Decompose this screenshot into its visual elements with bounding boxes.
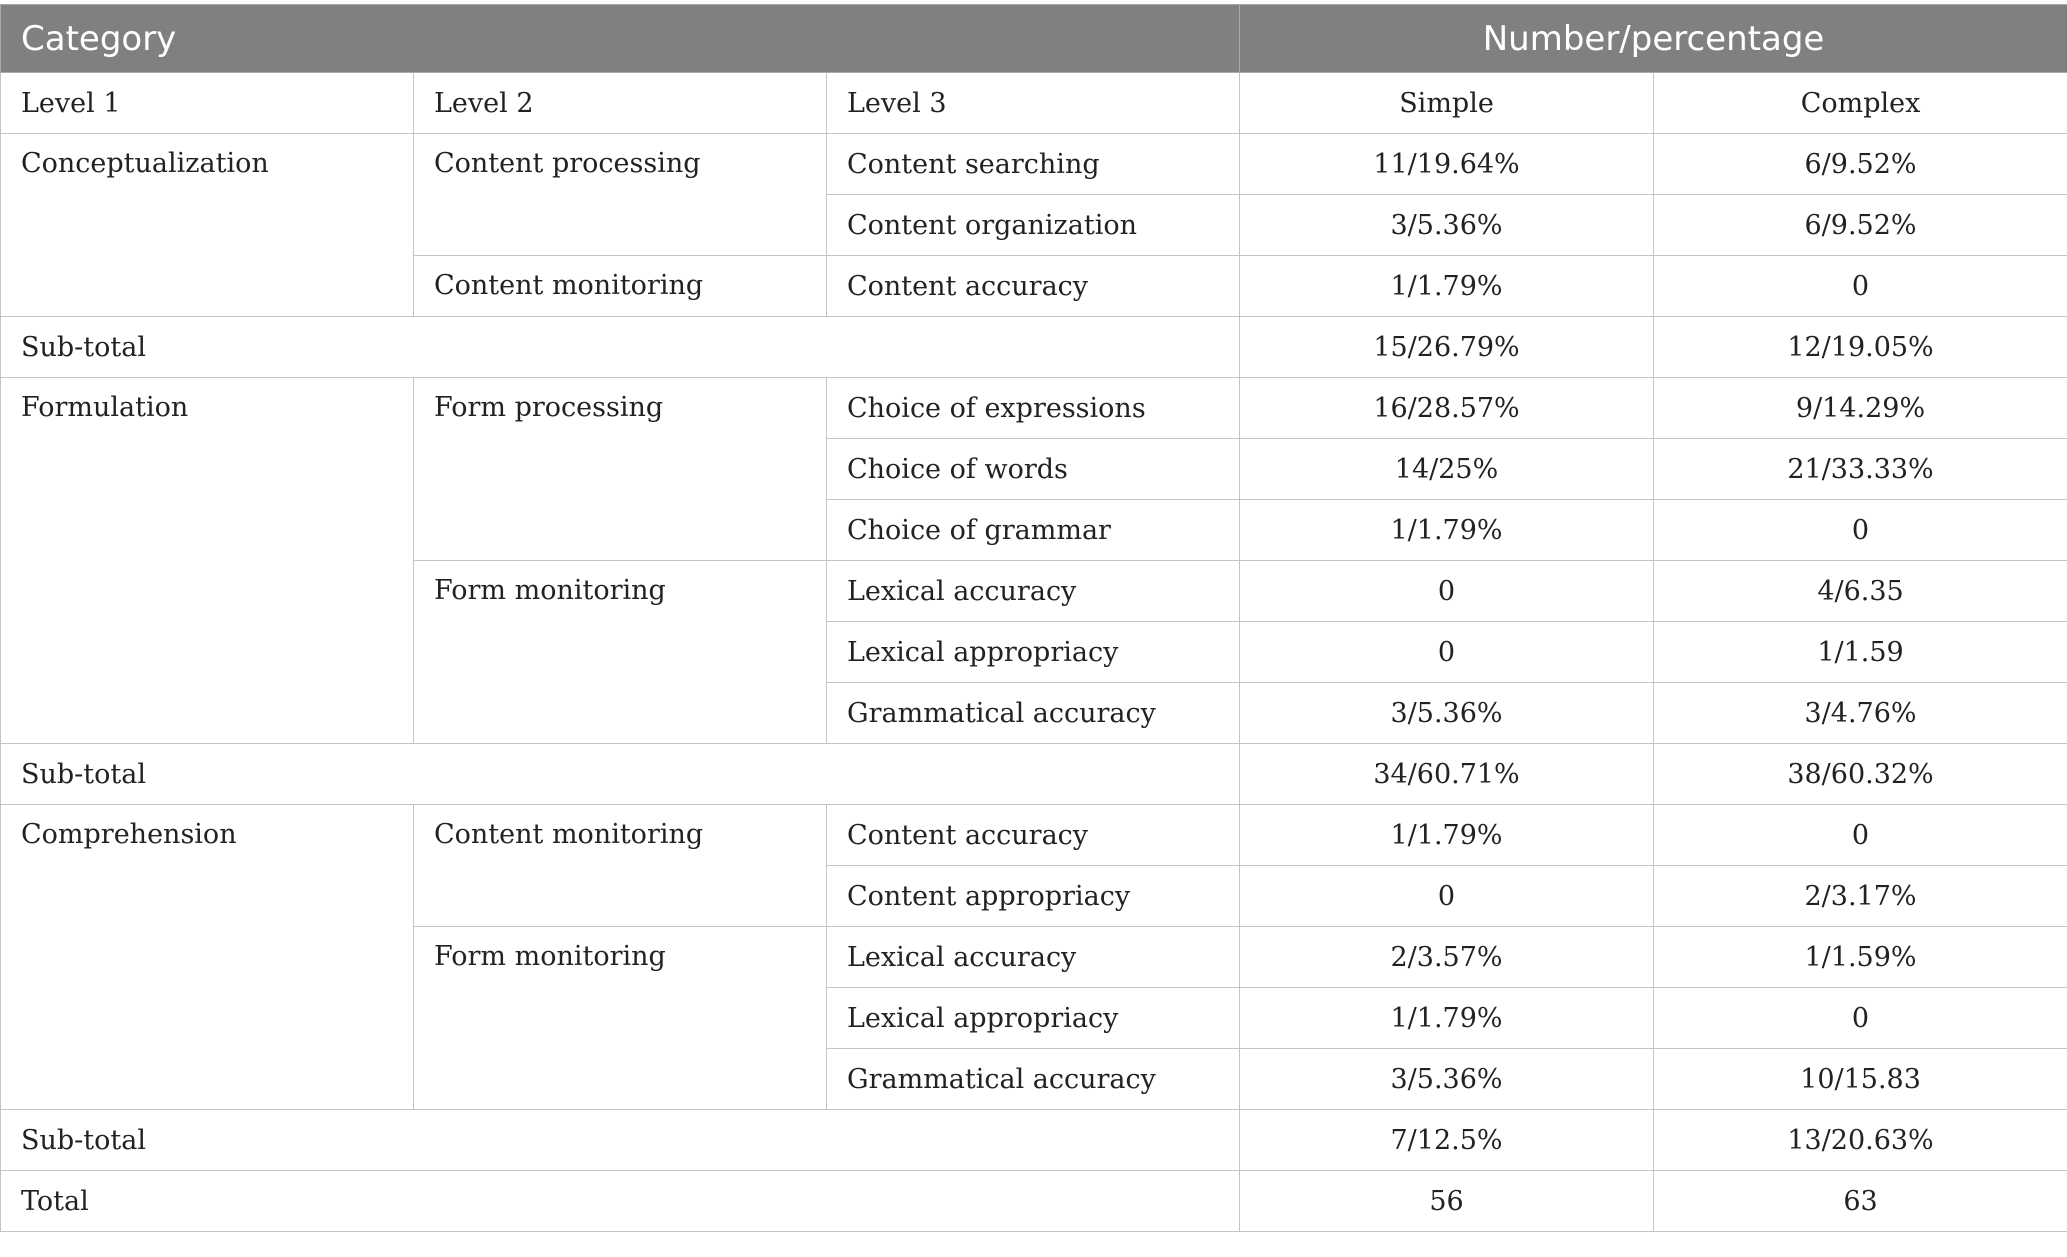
complex-cell: 9/14.29% xyxy=(1654,378,2067,439)
level1-cell: Comprehension xyxy=(1,805,414,1110)
simple-cell: 0 xyxy=(1240,866,1654,927)
table-row xyxy=(1,134,2067,195)
table-header-row xyxy=(1,5,2067,73)
subheader-complex: Complex xyxy=(1654,73,2067,134)
total-row xyxy=(1,1171,2067,1232)
simple-cell: 1/1.79% xyxy=(1240,988,1654,1049)
subtotal-simple: 7/12.5% xyxy=(1240,1110,1654,1171)
level3-cell: Content searching xyxy=(827,134,1240,195)
simple-cell: 3/5.36% xyxy=(1240,195,1654,256)
level1-cell: Formulation xyxy=(1,378,414,744)
subtotal-row xyxy=(1,744,2067,805)
subtotal-label: Sub-total xyxy=(1,1110,1240,1171)
complex-cell: 0 xyxy=(1654,256,2067,317)
simple-cell: 11/19.64% xyxy=(1240,134,1654,195)
complex-cell: 10/15.83 xyxy=(1654,1049,2067,1110)
subtotal-simple: 34/60.71% xyxy=(1240,744,1654,805)
complex-cell: 21/33.33% xyxy=(1654,439,2067,500)
simple-cell: 0 xyxy=(1240,622,1654,683)
level2-cell: Content monitoring xyxy=(414,805,827,927)
simple-cell: 14/25% xyxy=(1240,439,1654,500)
level3-cell: Content accuracy xyxy=(827,805,1240,866)
level2-cell: Form monitoring xyxy=(414,927,827,1110)
level3-cell: Lexical accuracy xyxy=(827,927,1240,988)
simple-cell: 1/1.79% xyxy=(1240,500,1654,561)
subtotal-complex: 13/20.63% xyxy=(1654,1110,2067,1171)
total-label: Total xyxy=(1,1171,1240,1232)
subheader-level2: Level 2 xyxy=(414,73,827,134)
header-category: Category xyxy=(1,5,1240,73)
level3-cell: Grammatical accuracy xyxy=(827,1049,1240,1110)
simple-cell: 0 xyxy=(1240,561,1654,622)
level3-cell: Content accuracy xyxy=(827,256,1240,317)
header-number-percentage: Number/percentage xyxy=(1240,5,2067,73)
level3-cell: Content appropriacy xyxy=(827,866,1240,927)
simple-cell: 2/3.57% xyxy=(1240,927,1654,988)
complex-cell: 0 xyxy=(1654,805,2067,866)
level2-cell: Form processing xyxy=(414,378,827,561)
simple-cell: 1/1.79% xyxy=(1240,256,1654,317)
total-complex: 63 xyxy=(1654,1171,2067,1232)
subtotal-label: Sub-total xyxy=(1,317,1240,378)
table-row xyxy=(1,378,2067,439)
subheader-level1: Level 1 xyxy=(1,73,414,134)
complex-cell: 4/6.35 xyxy=(1654,561,2067,622)
level3-cell: Choice of expressions xyxy=(827,378,1240,439)
complex-cell: 1/1.59% xyxy=(1654,927,2067,988)
complex-cell: 2/3.17% xyxy=(1654,866,2067,927)
complex-cell: 0 xyxy=(1654,500,2067,561)
subtotal-row xyxy=(1,1110,2067,1171)
subtotal-row xyxy=(1,317,2067,378)
complex-cell: 0 xyxy=(1654,988,2067,1049)
complex-cell: 6/9.52% xyxy=(1654,134,2067,195)
simple-cell: 3/5.36% xyxy=(1240,683,1654,744)
level2-cell: Content monitoring xyxy=(414,256,827,317)
level3-cell: Choice of grammar xyxy=(827,500,1240,561)
level3-cell: Content organization xyxy=(827,195,1240,256)
complex-cell: 6/9.52% xyxy=(1654,195,2067,256)
subheader-level3: Level 3 xyxy=(827,73,1240,134)
subtotal-complex: 12/19.05% xyxy=(1654,317,2067,378)
simple-cell: 3/5.36% xyxy=(1240,1049,1654,1110)
results-table xyxy=(0,4,2067,1232)
complex-cell: 1/1.59 xyxy=(1654,622,2067,683)
level3-cell: Lexical appropriacy xyxy=(827,988,1240,1049)
subheader-simple: Simple xyxy=(1240,73,1654,134)
level3-cell: Choice of words xyxy=(827,439,1240,500)
simple-cell: 16/28.57% xyxy=(1240,378,1654,439)
total-simple: 56 xyxy=(1240,1171,1654,1232)
complex-cell: 3/4.76% xyxy=(1654,683,2067,744)
level2-cell: Form monitoring xyxy=(414,561,827,744)
level3-cell: Grammatical accuracy xyxy=(827,683,1240,744)
table-row xyxy=(1,805,2067,866)
level1-cell: Conceptualization xyxy=(1,134,414,317)
subtotal-complex: 38/60.32% xyxy=(1654,744,2067,805)
level2-cell: Content processing xyxy=(414,134,827,256)
simple-cell: 1/1.79% xyxy=(1240,805,1654,866)
level3-cell: Lexical accuracy xyxy=(827,561,1240,622)
subtotal-simple: 15/26.79% xyxy=(1240,317,1654,378)
subtotal-label: Sub-total xyxy=(1,744,1240,805)
level3-cell: Lexical appropriacy xyxy=(827,622,1240,683)
table-subheader-row xyxy=(1,73,2067,134)
